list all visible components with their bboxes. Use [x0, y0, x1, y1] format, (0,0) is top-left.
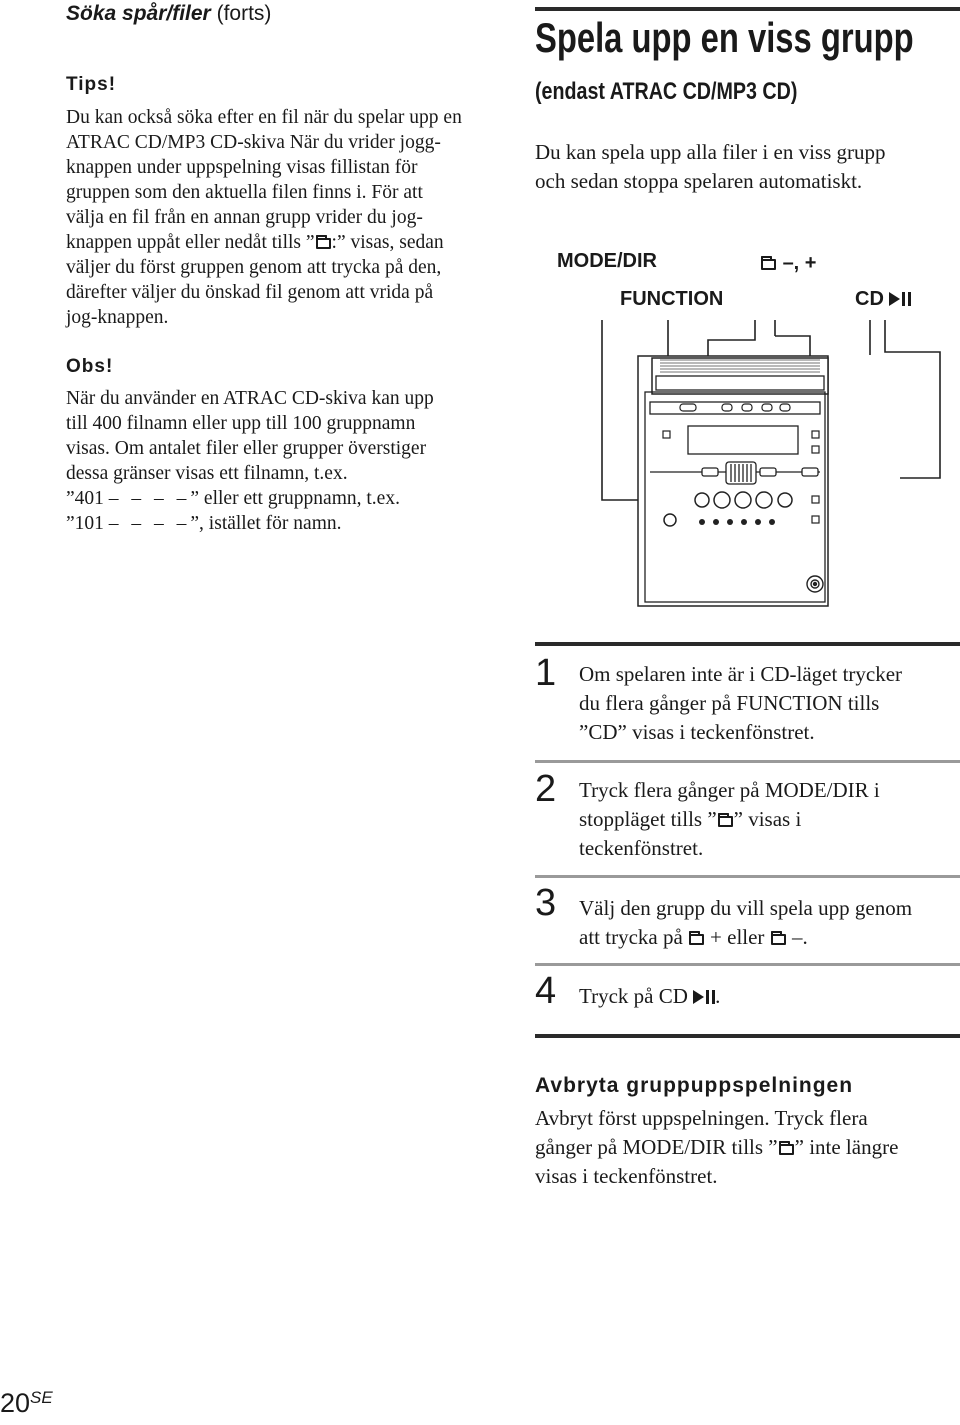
page-subtitle: (endast ATRAC CD/MP3 CD)	[535, 78, 798, 105]
obs-example-2	[66, 511, 506, 536]
step-2-text	[579, 776, 959, 863]
step-line-part: ” visas i	[733, 807, 802, 831]
intro-line: Du kan spela upp alla filer i en viss grupp	[535, 140, 886, 164]
label-cd-text: CD	[855, 288, 884, 310]
step-line-part: stoppläget tills ”	[579, 807, 717, 831]
step-line: ”CD” visas i teckenfönstret.	[579, 720, 815, 744]
step-end-punct: .	[715, 984, 721, 1008]
step-4-text	[579, 982, 959, 1011]
obs-example-part: ” eller ett gruppnamn, t.ex.	[190, 488, 400, 509]
cancel-heading: Avbryta gruppuppspelningen	[535, 1074, 854, 1097]
step-number: 4	[535, 970, 557, 1012]
plus-button	[760, 468, 776, 476]
tips-line: välja en fil från en annan grupp vrider du jog-	[66, 207, 423, 228]
tips-heading: Tips!	[66, 74, 117, 95]
title-rule	[535, 7, 960, 11]
tips-line	[66, 230, 506, 255]
step-line: Välj den grupp du vill spela upp genom	[579, 896, 913, 920]
obs-example-dash: – – – –	[108, 513, 191, 534]
step-line-part: –.	[786, 925, 808, 949]
step-divider	[535, 760, 960, 763]
tips-line: gruppen som den aktuella filen finns i. För att	[66, 182, 423, 203]
step-divider	[535, 963, 960, 966]
tips-line: ATRAC CD/MP3 CD-skiva När du vrider jogg-	[66, 132, 441, 153]
step-line-part: att trycka på	[579, 925, 683, 949]
step-line: teckenfönstret.	[579, 836, 704, 860]
tips-line: därefter väljer du önskad fil genom att vrida på	[66, 282, 434, 303]
page-title: Spela upp en viss grupp	[535, 14, 914, 61]
obs-heading: Obs!	[66, 356, 114, 377]
page-number	[0, 1388, 53, 1419]
folder-icon	[779, 1144, 794, 1155]
minus-button	[702, 468, 718, 476]
intro-text	[535, 138, 955, 196]
step-divider	[535, 875, 960, 878]
section-title: Söka spår/filer	[66, 2, 211, 25]
obs-example-part: ”101	[66, 513, 104, 534]
tips-line: Du kan också söka efter en fil när du spelar upp en	[66, 107, 462, 128]
step-line	[579, 923, 959, 952]
step-line: Tryck flera gånger på MODE/DIR i	[579, 778, 880, 802]
step-line: Om spelaren inte är i CD-läget trycker	[579, 662, 903, 686]
callout-line-cd	[885, 320, 940, 478]
intro-line: och sedan stoppa spelaren automatiskt.	[535, 169, 863, 193]
step-line	[579, 805, 959, 834]
tips-line-part: knappen uppåt eller nedåt tills ”	[66, 232, 315, 253]
step-number: 1	[535, 652, 557, 694]
obs-example-1	[66, 486, 506, 511]
obs-line: till 400 filnamn eller upp till 100 gruppnamn	[66, 413, 416, 434]
play-icon	[693, 990, 704, 1004]
pause-icon	[706, 990, 715, 1004]
cancel-line: visas i teckenfönstret.	[535, 1164, 718, 1188]
section-cont: (forts)	[216, 2, 272, 25]
cancel-body	[535, 1104, 955, 1191]
cancel-line	[535, 1133, 955, 1162]
label-function: FUNCTION	[620, 288, 724, 310]
running-header	[66, 2, 271, 26]
steps-rule	[535, 642, 960, 646]
tips-line: väljer du först gruppen genom att trycka på den,	[66, 257, 442, 278]
folder-icon	[718, 816, 733, 827]
obs-body	[66, 386, 506, 536]
obs-example-part: ”, istället för namn.	[190, 513, 342, 534]
step-1-text	[579, 660, 959, 747]
tips-line: knappen under uppspelning visas fillistan för	[66, 157, 418, 178]
folder-icon	[316, 238, 331, 249]
obs-line: När du använder en ATRAC CD-skiva kan upp	[66, 388, 434, 409]
cancel-line-part: ” inte längre	[794, 1135, 899, 1159]
tips-body	[66, 105, 506, 330]
step-number: 3	[535, 882, 557, 924]
step-3-text	[579, 894, 959, 952]
step-line-part: + eller	[704, 925, 770, 949]
tips-line-part: :” visas, sedan	[331, 232, 444, 253]
steps-end-rule	[535, 1034, 960, 1038]
folder-icon	[771, 934, 786, 945]
cancel-line-part: gånger på MODE/DIR tills ”	[535, 1135, 778, 1159]
page-number-value: 20	[0, 1388, 31, 1418]
folder-icon	[689, 934, 704, 945]
obs-example-dash: – – – –	[108, 488, 191, 509]
tips-line: jog-knappen.	[66, 307, 169, 328]
obs-line: visas. Om antalet filer eller grupper överstiger	[66, 438, 427, 459]
obs-example-part: ”401	[66, 488, 104, 509]
folder-icon	[761, 259, 776, 270]
label-group	[760, 252, 816, 275]
step-line: Tryck på CD	[579, 984, 694, 1008]
cancel-line: Avbryt först uppspelningen. Tryck flera	[535, 1106, 868, 1130]
step-number: 2	[535, 768, 557, 810]
step-line: du flera gånger på FUNCTION tills	[579, 691, 880, 715]
obs-line: dessa gränser visas ett filnamn, t.ex.	[66, 463, 348, 484]
label-mode-dir: MODE/DIR	[557, 250, 657, 272]
device-illustration	[590, 300, 960, 620]
label-group-text: –, +	[782, 252, 817, 274]
page-number-suffix: SE	[30, 1388, 53, 1407]
